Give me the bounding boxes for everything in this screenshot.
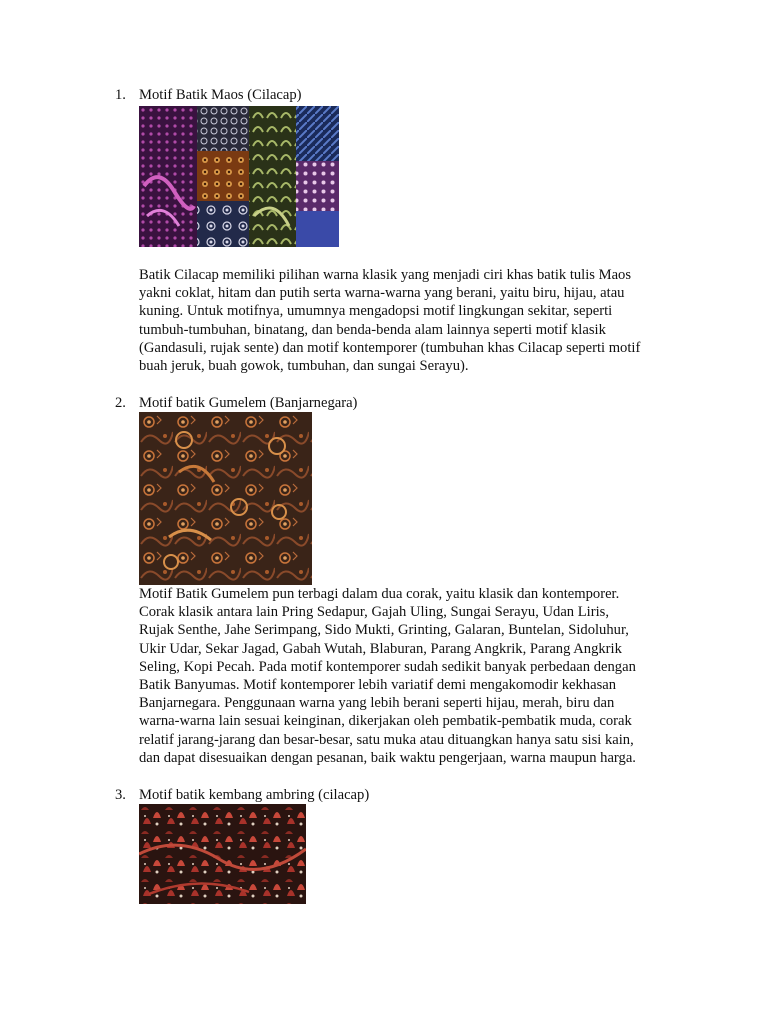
item-number: 2. (115, 395, 126, 411)
item-heading-3 (115, 786, 369, 804)
item-title: Motif batik Gumelem (Banjarnegara) (139, 395, 358, 411)
paragraph-line: Rujak Senthe, Jahe Serimpang, Sido Mukti, Grinting, Galaran, Buntelan, Sidoluhur, (139, 622, 629, 639)
paragraph-line: Corak klasik antara lain Pring Sedapur, Gajah Uling, Sungai Serayu, Udan Liris, (139, 604, 609, 621)
item-title: Motif Batik Maos (Cilacap) (139, 87, 302, 103)
batik-maos-photo (139, 106, 339, 247)
item-paragraph-2 (139, 585, 699, 767)
paragraph-line: buah jeruk, buah gowok, tumbuhan, dan sungai Serayu). (139, 358, 469, 375)
batik-kembang-ambring-photo (139, 804, 306, 904)
paragraph-line: Batik Cilacap memiliki pilihan warna klasik yang menjadi ciri khas batik tulis Maos (139, 267, 632, 283)
item-number: 3. (115, 787, 126, 803)
paragraph-line: Ukir Udar, Sekar Jagad, Gabah Wutah, Blaburan, Parang Angkrik, Parang Angkrik (139, 640, 622, 657)
paragraph-line: tumbuh-tumbuhan, binatang, dan benda-benda alam lainnya seperti motif klasik (139, 321, 606, 338)
paragraph-line: Batik Banyumas. Motif kontemporer lebih variatif demi mengakomodir kekhasan (139, 677, 617, 694)
item-number: 1. (115, 87, 126, 103)
paragraph-line: Banjarnegara. Penggunaan warna yang lebih berani seperti hijau, merah, biru dan (139, 695, 615, 712)
paragraph-line: warna-warna lain sesuai keinginan, dikerjakan oleh pembatik-pembatik muda, corak (139, 713, 632, 730)
paragraph-line: Motif Batik Gumelem pun terbagi dalam dua corak, yaitu klasik dan kontemporer. (139, 586, 620, 602)
paragraph-line: (Gandasuli, rujak sente) dan motif kontemporer (tumbuhan khas Cilacap seperti motif (139, 339, 641, 356)
paragraph-line: dan dapat disesuaikan dengan pesanan, baik waktu pengerjaan, warna maupun harga. (139, 749, 636, 766)
paragraph-line: relatif jarang-jarang dan besar-besar, satu muka atau dituangkan hanya satu sisi kain, (139, 731, 634, 748)
item-heading-2 (115, 394, 357, 412)
paragraph-line: Seling, Kopi Pecah. Pada motif kontemporer sudah sedikit banyak perbedaan dengan (139, 658, 636, 675)
item-heading-1 (115, 86, 302, 104)
paragraph-line: kuning. Untuk motifnya, umumnya mengadopsi motif lingkungan sekitar, seperti (139, 303, 613, 320)
item-title: Motif batik kembang ambring (cilacap) (139, 787, 370, 803)
item-paragraph-1 (139, 266, 699, 375)
paragraph-line: yakni coklat, hitam dan putih serta warna-warna yang berani, yaitu biru, hijau, atau (139, 285, 625, 302)
batik-gumelem-photo (139, 412, 312, 585)
